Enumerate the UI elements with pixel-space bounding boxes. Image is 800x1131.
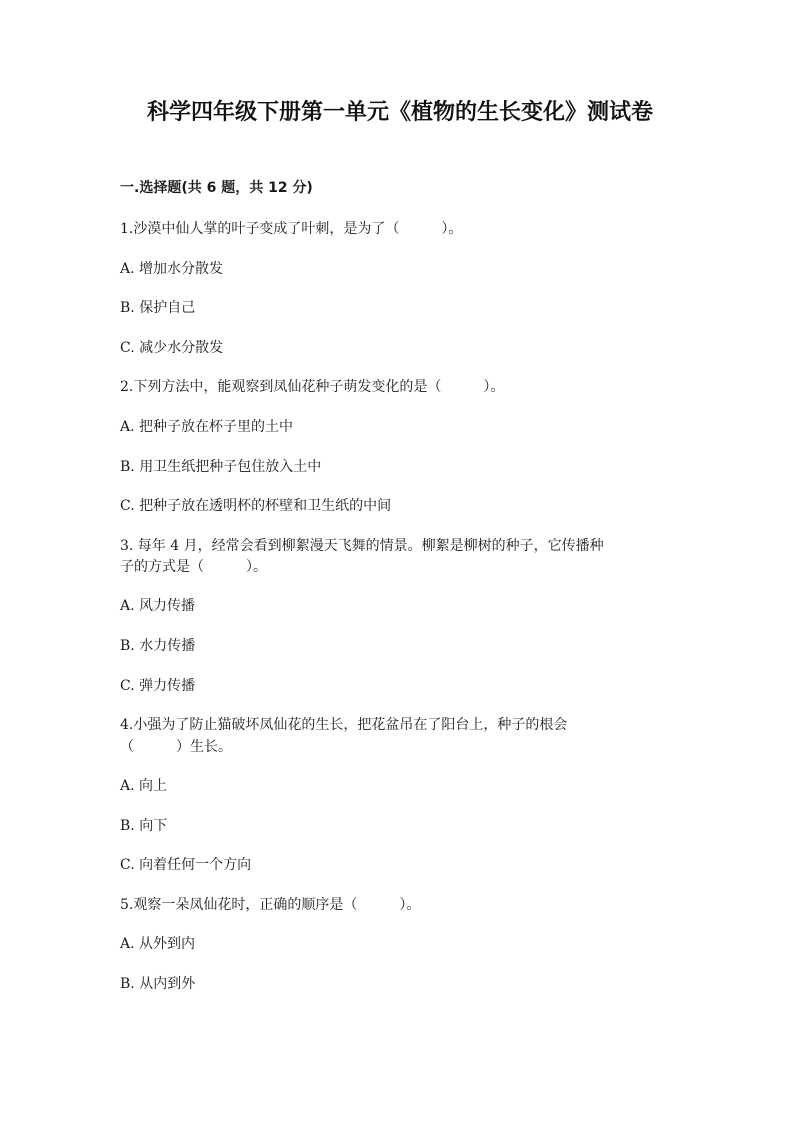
question-3-stem-line-2: 子的方式是（ ）。 xyxy=(120,559,267,575)
question-1-option-c[interactable]: C. 减少水分散发 xyxy=(120,340,224,356)
page-title: 科学四年级下册第一单元《植物的生长变化》测试卷 xyxy=(146,100,653,125)
question-2-option-a[interactable]: A. 把种子放在杯子里的土中 xyxy=(120,419,294,435)
question-2-stem: 2.下列方法中，能观察到凤仙花种子萌发变化的是（ ）。 xyxy=(120,379,505,395)
question-3-stem-line-1: 3. 每年 4 月，经常会看到柳絮漫天飞舞的情景。柳絮是柳树的种子，它传播种 xyxy=(120,538,604,554)
question-3-option-c[interactable]: C. 弹力传播 xyxy=(120,678,196,694)
question-1-stem: 1.沙漠中仙人掌的叶子变成了叶刺，是为了（ ）。 xyxy=(120,221,463,237)
question-2-option-c[interactable]: C. 把种子放在透明杯的杯壁和卫生纸的中间 xyxy=(120,498,392,514)
question-5-option-b[interactable]: B. 从内到外 xyxy=(120,976,196,992)
question-4-stem-line-2: （ ）生长。 xyxy=(120,739,232,755)
question-5-stem: 5.观察一朵凤仙花时，正确的顺序是（ ）。 xyxy=(120,897,421,913)
question-3-option-b[interactable]: B. 水力传播 xyxy=(120,638,196,654)
question-4-stem-line-1: 4.小强为了防止猫破坏凤仙花的生长，把花盆吊在了阳台上，种子的根会 xyxy=(120,717,568,733)
question-4-option-c[interactable]: C. 向着任何一个方向 xyxy=(120,857,252,873)
question-1-option-a[interactable]: A. 增加水分散发 xyxy=(120,261,224,277)
question-1-option-b[interactable]: B. 保护自己 xyxy=(120,300,196,316)
question-4-option-b[interactable]: B. 向下 xyxy=(120,818,168,834)
section-heading: 一.选择题(共 6 题，共 12 分) xyxy=(120,180,313,196)
question-3-option-a[interactable]: A. 风力传播 xyxy=(120,598,196,614)
question-2-option-b[interactable]: B. 用卫生纸把种子包住放入土中 xyxy=(120,459,322,475)
question-5-option-a[interactable]: A. 从外到内 xyxy=(120,936,196,952)
question-4-option-a[interactable]: A. 向上 xyxy=(120,778,168,794)
